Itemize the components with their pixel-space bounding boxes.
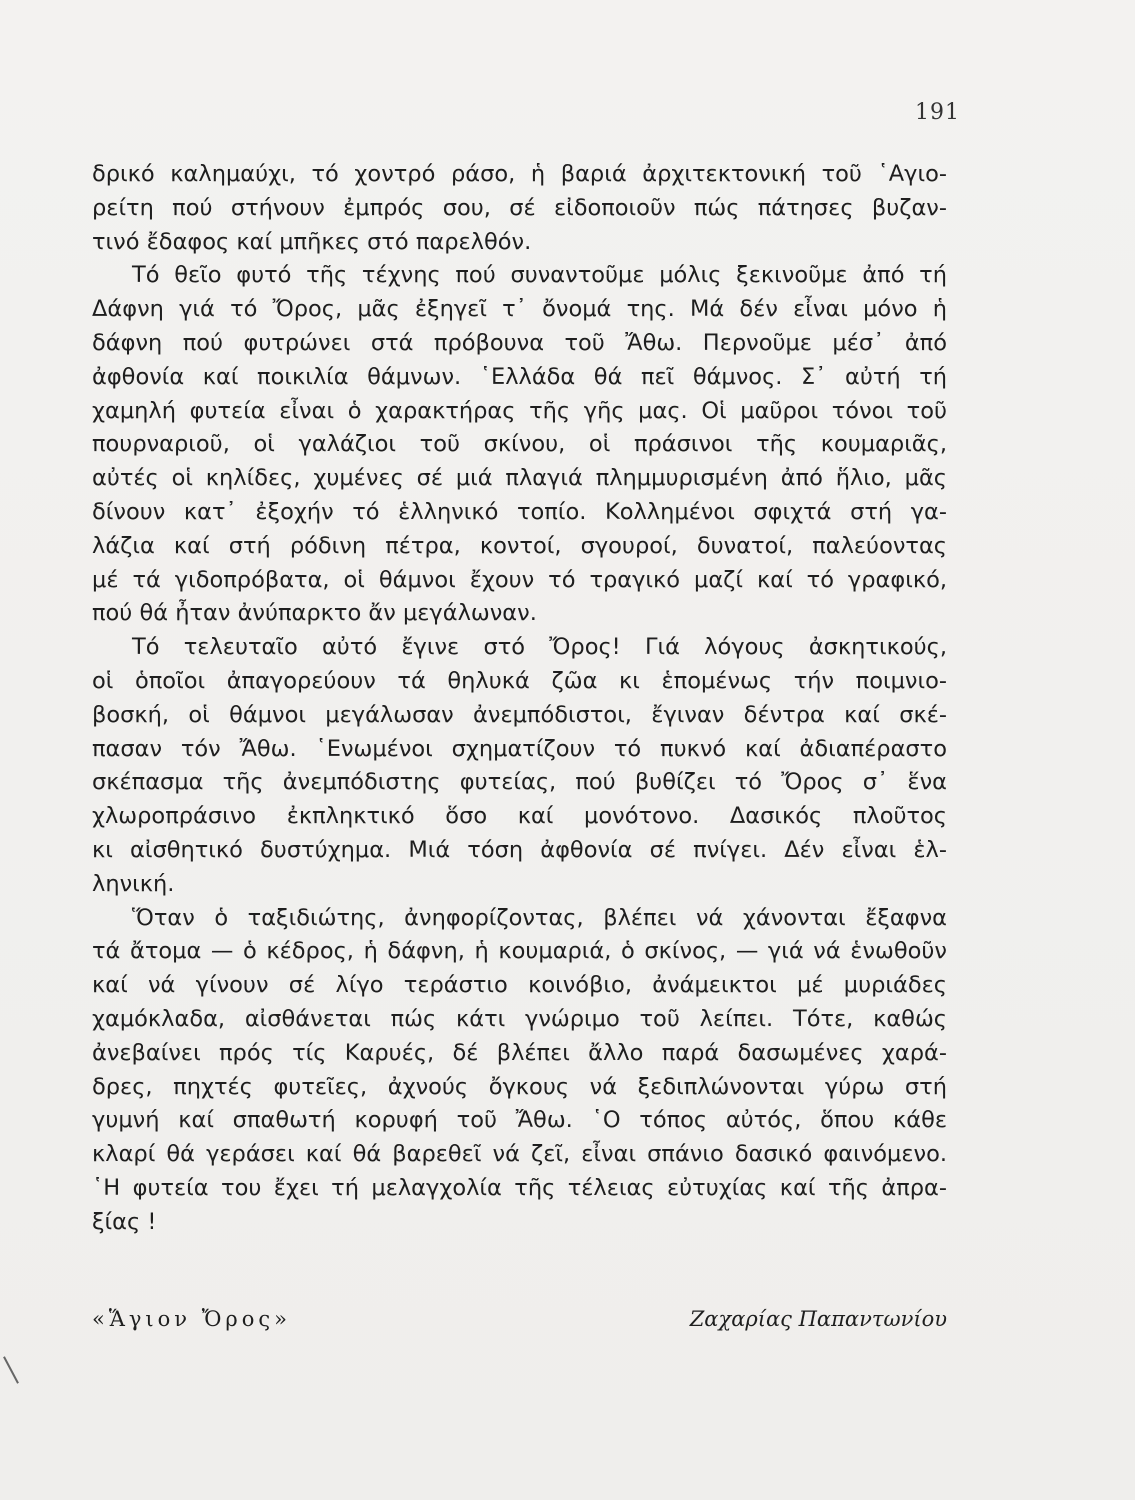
text-line: καί νά γίνουν σέ λίγο τεράστιο κοινόβιο, ἀνάμεικτοι μέ μυριάδες (92, 972, 947, 999)
text-line: λάζια καί στή ρόδινη πέτρα, κοντοί, σγουροί, δυνατοί, παλεύοντας (92, 532, 947, 559)
scan-edge-mark (3, 1356, 19, 1383)
text-line: μέ τά γιδοπρόβατα, οἱ θάμνοι ἔχουν τό τραγικό μαζί καί τό γραφικό, (92, 566, 947, 593)
body-text (92, 158, 947, 1240)
text-line: ξίας ! (92, 1208, 157, 1235)
text-line: δίνουν κατ᾽ ἐξοχήν τό ἑλληνικό τοπίο. Κολλημένοι σφιχτά στή γα- (92, 498, 947, 525)
text-line: Δάφνη γιά τό Ὄρος, μᾶς ἐξηγεῖ τ᾽ ὄνομά της. Μά δέν εἶναι μόνο ἡ (92, 296, 947, 323)
text-line: τά ἄτομα — ὁ κέδρος, ἡ δάφνη, ἡ κουμαριά, ὁ σκίνος, — γιά νά ἑνωθοῦν (92, 938, 947, 965)
text-line: κι αἰσθητικό δυστύχημα. Μιά τόση ἀφθονία σέ πνίγει. Δέν εἶναι ἑλ- (92, 836, 947, 863)
text-line: Τό τελευταῖο αὐτό ἔγινε στό Ὄρος! Γιά λόγους ἀσκητικούς, (132, 634, 947, 661)
text-line: τινό ἔδαφος καί μπῆκες στό παρελθόν. (92, 228, 532, 255)
text-line: δρικό καλημαύχι, τό χοντρό ράσο, ἡ βαριά ἀρχιτεκτονική τοῦ ῾Αγιο- (92, 161, 947, 187)
text-line: πού θά ἦταν ἀνύπαρκτο ἄν μεγάλωναν. (92, 600, 537, 627)
text-line: οἱ ὁποῖοι ἀπαγορεύουν τά θηλυκά ζῶα κι ἑπομένως τήν ποιμνιο- (92, 667, 947, 694)
text-line: δρες, πηχτές φυτεῖες, ἀχνούς ὄγκους νά ξεδιπλώνονται γύρω στή (92, 1073, 947, 1100)
text-line: ληνική. (92, 870, 175, 897)
text-line: πασαν τόν Ἄθω. ῾Ενωμένοι σχηματίζουν τό πυκνό καί ἀδιαπέραστο (92, 735, 947, 762)
text-line: σκέπασμα τῆς ἀνεμπόδιστης φυτείας, πού βυθίζει τό Ὄρος σ᾽ ἕνα (92, 769, 947, 796)
text-line: πουρναριοῦ, οἱ γαλάζιοι τοῦ σκίνου, οἱ πράσινοι τῆς κουμαριᾶς, (92, 431, 947, 458)
text-line: γυμνή καί σπαθωτή κορυφή τοῦ Ἄθω. ῾Ο τόπος αὐτός, ὅπου κάθε (92, 1107, 947, 1134)
text-line: χαμηλή φυτεία εἶναι ὁ χαρακτήρας τῆς γῆς μας. Οἱ μαῦροι τόνοι τοῦ (92, 397, 947, 424)
text-line: χλωροπράσινο ἐκπληκτικό ὅσο καί μονότονο. Δασικός πλοῦτος (92, 803, 947, 830)
author-name: Ζαχαρίας Παπαντωνίου (689, 1307, 947, 1331)
page-number: 191 (915, 100, 960, 125)
text-line: ἀφθονία καί ποικιλία θάμνων. ῾Ελλάδα θά πεῖ θάμνος. Σ᾽ αὐτή τή (92, 363, 947, 390)
text-line: ῾Η φυτεία του ἔχει τή μελαγχολία τῆς τέλειας εὐτυχίας καί τῆς ἀπρα- (92, 1174, 947, 1201)
text-line: ἀνεβαίνει πρός τίς Καρυές, δέ βλέπει ἄλλο παρά δασωμένες χαρά- (92, 1039, 947, 1066)
text-line: δάφνη πού φυτρώνει στά πρόβουνα τοῦ Ἄθω. Περνοῦμε μέσ᾽ ἀπό (92, 329, 947, 356)
text-line: βοσκή, οἱ θάμνοι μεγάλωσαν ἀνεμπόδιστοι, ἔγιναν δέντρα καί σκέ- (92, 701, 947, 728)
text-line: χαμόκλαδα, αἰσθάνεται πώς κάτι γνώριμο τοῦ λείπει. Τότε, καθώς (92, 1005, 947, 1032)
source-title: «Ἅγιον Ὄρος» (92, 1307, 292, 1331)
text-line: αὐτές οἱ κηλίδες, χυμένες σέ μιά πλαγιά πλημμυρισμένη ἀπό ἥλιο, μᾶς (92, 465, 947, 492)
text-line: Τό θεῖο φυτό τῆς τέχνης πού συναντοῦμε μόλις ξεκινοῦμε ἀπό τή (132, 262, 947, 289)
text-line: κλαρί θά γεράσει καί θά βαρεθεῖ νά ζεῖ, εἶναι σπάνιο δασικό φαινόμενο. (92, 1141, 947, 1168)
text-line: ρείτη πού στήνουν ἐμπρός σου, σέ εἰδοποιοῦν πώς πάτησες βυζαν- (92, 194, 947, 221)
text-line: Ὅταν ὁ ταξιδιώτης, ἀνηφορίζοντας, βλέπει νά χάνονται ἔξαφνα (132, 904, 947, 931)
